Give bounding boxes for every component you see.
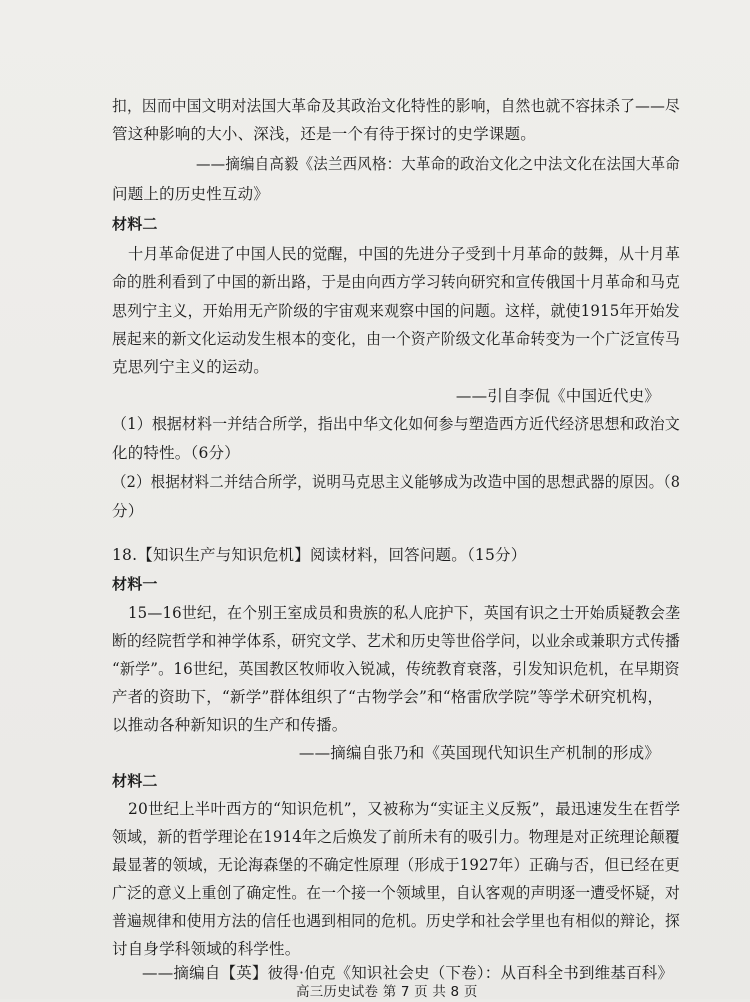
question-title: 18.【知识生产与知识危机】阅读材料，回答问题。（15分） bbox=[112, 546, 527, 564]
question-line: 分） bbox=[112, 502, 144, 520]
paragraph-line: 20世纪上半叶西方的“知识危机”，又被称为“实证主义反叛”，最迅速发生在哲学 bbox=[128, 800, 681, 818]
paragraph-line: 产者的资助下，“新学”群体组织了“古物学会”和“格雷欣学院”等学术研究机构， bbox=[112, 688, 664, 706]
paragraph-line: “新学”。16世纪，英国教区牧师收入锐减，传统教育衰落，引发知识危机，在早期资 bbox=[112, 660, 680, 678]
material-heading: 材料二 bbox=[112, 772, 158, 790]
paragraph-line: 克思列宁主义的运动。 bbox=[112, 358, 270, 376]
paragraph-line: 命的胜利看到了中国的新出路，于是由向西方学习转向研究和宣传俄国十月革命和马克 bbox=[112, 273, 680, 291]
paragraph-line: 管这种影响的大小、深浅，还是一个有待于探讨的史学课题。 bbox=[112, 125, 536, 143]
question-line: （2）根据材料二并结合所学，说明马克思主义能够成为改造中国的思想武器的原因。（8 bbox=[112, 473, 681, 491]
paragraph-line: 普遍规律和使用方法的信任也遇到相同的危机。历史学和社会学里也有相似的辩论，探 bbox=[112, 912, 680, 930]
source-citation: ——摘编自【英】彼得·伯克《知识社会史（下卷）：从百科全书到维基百科》 bbox=[142, 964, 674, 982]
paragraph-line: 最显著的领域，无论海森堡的不确定性原理（形成于1927年）正确与否，但已经在更 bbox=[112, 856, 680, 874]
question-line: 化的特性。（6分） bbox=[112, 444, 240, 462]
paragraph-line: 扣，因而中国文明对法国大革命及其政治文化特性的影响，自然也就不容抹杀了——尽 bbox=[112, 97, 680, 115]
paragraph-line: 领域，新的哲学理论在1914年之后焕发了前所未有的吸引力。物理是对正统理论颠覆 bbox=[112, 828, 680, 846]
source-citation: ——摘编自张乃和《英国现代知识生产机制的形成》 bbox=[298, 744, 660, 762]
paragraph-line: 讨自身学科领域的科学性。 bbox=[112, 940, 301, 958]
source-citation-cont: 问题上的历史性互动》 bbox=[112, 185, 270, 203]
paragraph-line: 广泛的意义上重创了确定性。在一个接一个领域里，自认客观的声明逐一遭受怀疑，对 bbox=[112, 884, 680, 902]
material-heading: 材料二 bbox=[112, 215, 158, 233]
paragraph-line: 十月革命促进了中国人民的觉醒，中国的先进分子受到十月革命的鼓舞，从十月革 bbox=[128, 245, 681, 263]
source-citation: ——摘编自高毅《法兰西风格：大革命的政治文化之中法文化在法国大革命 bbox=[196, 155, 680, 173]
paragraph-line: 思列宁主义，开始用无产阶级的宇宙观来观察中国的问题。这样，就使1915年开始发 bbox=[112, 302, 680, 320]
question-line: （1）根据材料一并结合所学，指出中华文化如何参与塑造西方近代经济思想和政治文 bbox=[112, 415, 680, 433]
source-citation: ——引自李侃《中国近代史》 bbox=[455, 387, 660, 405]
page-footer: 高三历史试卷 第 7 页 共 8 页 bbox=[296, 984, 478, 1000]
paragraph-line: 展起来的新文化运动发生根本的变化，由一个资产阶级文化革命转变为一个广泛宣传马 bbox=[112, 330, 680, 348]
paragraph-line: 断的经院哲学和神学体系，研究文学、艺术和历史等世俗学问，以业余或兼职方式传播 bbox=[112, 632, 680, 650]
paragraph-line: 以推动各种新知识的生产和传播。 bbox=[112, 716, 348, 734]
paragraph-line: 15—16世纪，在个别王室成员和贵族的私人庇护下，英国有识之士开始质疑教会垄 bbox=[128, 604, 681, 622]
material-heading: 材料一 bbox=[112, 575, 158, 593]
